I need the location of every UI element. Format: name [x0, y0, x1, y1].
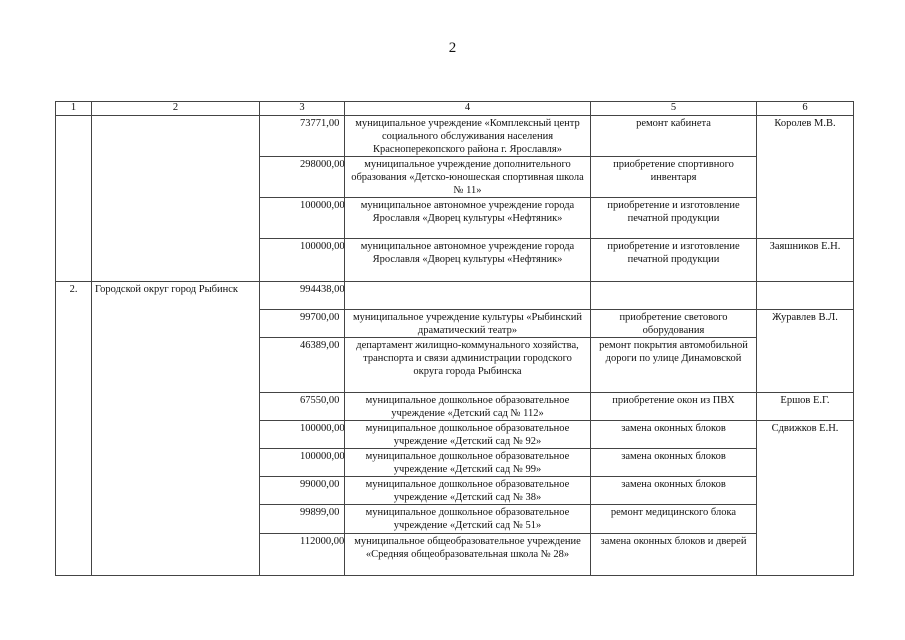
institution-cell: муниципальное дошкольное образовательное учреждение «Детский сад № 92» [345, 421, 591, 449]
work-cell: ремонт кабинета [591, 116, 757, 157]
responsible-cell [757, 505, 854, 534]
work-cell: ремонт покрытия автомобильной дороги по улице Динамовской [591, 338, 757, 393]
amount-total-cell: 994438,00 [260, 282, 345, 310]
amount-cell: 67550,00 [260, 393, 345, 421]
header-cell: 5 [591, 102, 757, 116]
amount-cell: 100000,00 [260, 421, 345, 449]
municipality-cell: Городской округ город Рыбинск [92, 282, 260, 576]
institution-cell: департамент жилищно-коммунального хозяйства, транспорта и связи администрации городского округа города Рыбинска [345, 338, 591, 393]
table-row [56, 282, 854, 310]
institution-cell: муниципальное учреждение дополнительного образования «Детско-юношеская спортивная школа № 11» [345, 157, 591, 198]
institution-cell: муниципальное дошкольное образовательное учреждение «Детский сад № 38» [345, 477, 591, 505]
work-cell: приобретение окон из ПВХ [591, 393, 757, 421]
responsible-cell [757, 157, 854, 198]
header-cell: 4 [345, 102, 591, 116]
amount-cell: 100000,00 [260, 449, 345, 477]
header-cell: 2 [92, 102, 260, 116]
amount-cell: 112000,00 [260, 534, 345, 576]
institution-cell: муниципальное общеобразовательное учреждение «Средняя общеобразовательная школа № 28» [345, 534, 591, 576]
work-cell: приобретение спортивного инвентаря [591, 157, 757, 198]
responsible-cell [757, 198, 854, 239]
header-cell: 1 [56, 102, 92, 116]
work-cell: замена оконных блоков [591, 421, 757, 449]
row-number-cell [56, 116, 92, 282]
page-number: 2 [448, 40, 457, 56]
responsible-cell [757, 449, 854, 477]
amount-cell: 99899,00 [260, 505, 345, 534]
table-row [56, 116, 854, 157]
institution-cell [345, 282, 591, 310]
header-cell: 3 [260, 102, 345, 116]
work-cell: ремонт медицинского блока [591, 505, 757, 534]
work-cell [591, 282, 757, 310]
responsible-cell [757, 338, 854, 393]
responsible-cell: Сдвижков Е.Н. [757, 421, 854, 449]
work-cell: приобретение светового оборудования [591, 310, 757, 338]
work-cell: замена оконных блоков и дверей [591, 534, 757, 576]
responsible-cell [757, 534, 854, 576]
responsible-cell: Заяшников Е.Н. [757, 239, 854, 282]
work-cell: приобретение и изготовление печатной продукции [591, 198, 757, 239]
amount-cell: 100000,00 [260, 198, 345, 239]
header-cell: 6 [757, 102, 854, 116]
institution-cell: муниципальное дошкольное образовательное учреждение «Детский сад № 99» [345, 449, 591, 477]
institution-cell: муниципальное учреждение культуры «Рыбинский драматический театр» [345, 310, 591, 338]
amount-cell: 99000,00 [260, 477, 345, 505]
responsible-cell [757, 282, 854, 310]
institution-cell: муниципальное дошкольное образовательное учреждение «Детский сад № 51» [345, 505, 591, 534]
institution-cell: муниципальное дошкольное образовательное учреждение «Детский сад № 112» [345, 393, 591, 421]
institution-cell: муниципальное учреждение «Комплексный центр социального обслуживания населения Красноперекопского района г. Ярославля» [345, 116, 591, 157]
responsible-cell: Ершов Е.Г. [757, 393, 854, 421]
amount-cell: 298000,00 [260, 157, 345, 198]
header-row [56, 102, 854, 116]
municipality-cell [92, 116, 260, 282]
institution-cell: муниципальное автономное учреждение города Ярославля «Дворец культуры «Нефтяник» [345, 198, 591, 239]
work-cell: приобретение и изготовление печатной продукции [591, 239, 757, 282]
amount-cell: 100000,00 [260, 239, 345, 282]
responsible-cell [757, 477, 854, 505]
responsible-cell: Журавлев В.Л. [757, 310, 854, 338]
row-number-cell: 2. [56, 282, 92, 576]
work-cell: замена оконных блоков [591, 477, 757, 505]
amount-cell: 73771,00 [260, 116, 345, 157]
amount-cell: 46389,00 [260, 338, 345, 393]
responsible-cell: Королев М.В. [757, 116, 854, 157]
work-cell: замена оконных блоков [591, 449, 757, 477]
amount-cell: 99700,00 [260, 310, 345, 338]
institution-cell: муниципальное автономное учреждение города Ярославля «Дворец культуры «Нефтяник» [345, 239, 591, 282]
funding-table [55, 101, 854, 576]
